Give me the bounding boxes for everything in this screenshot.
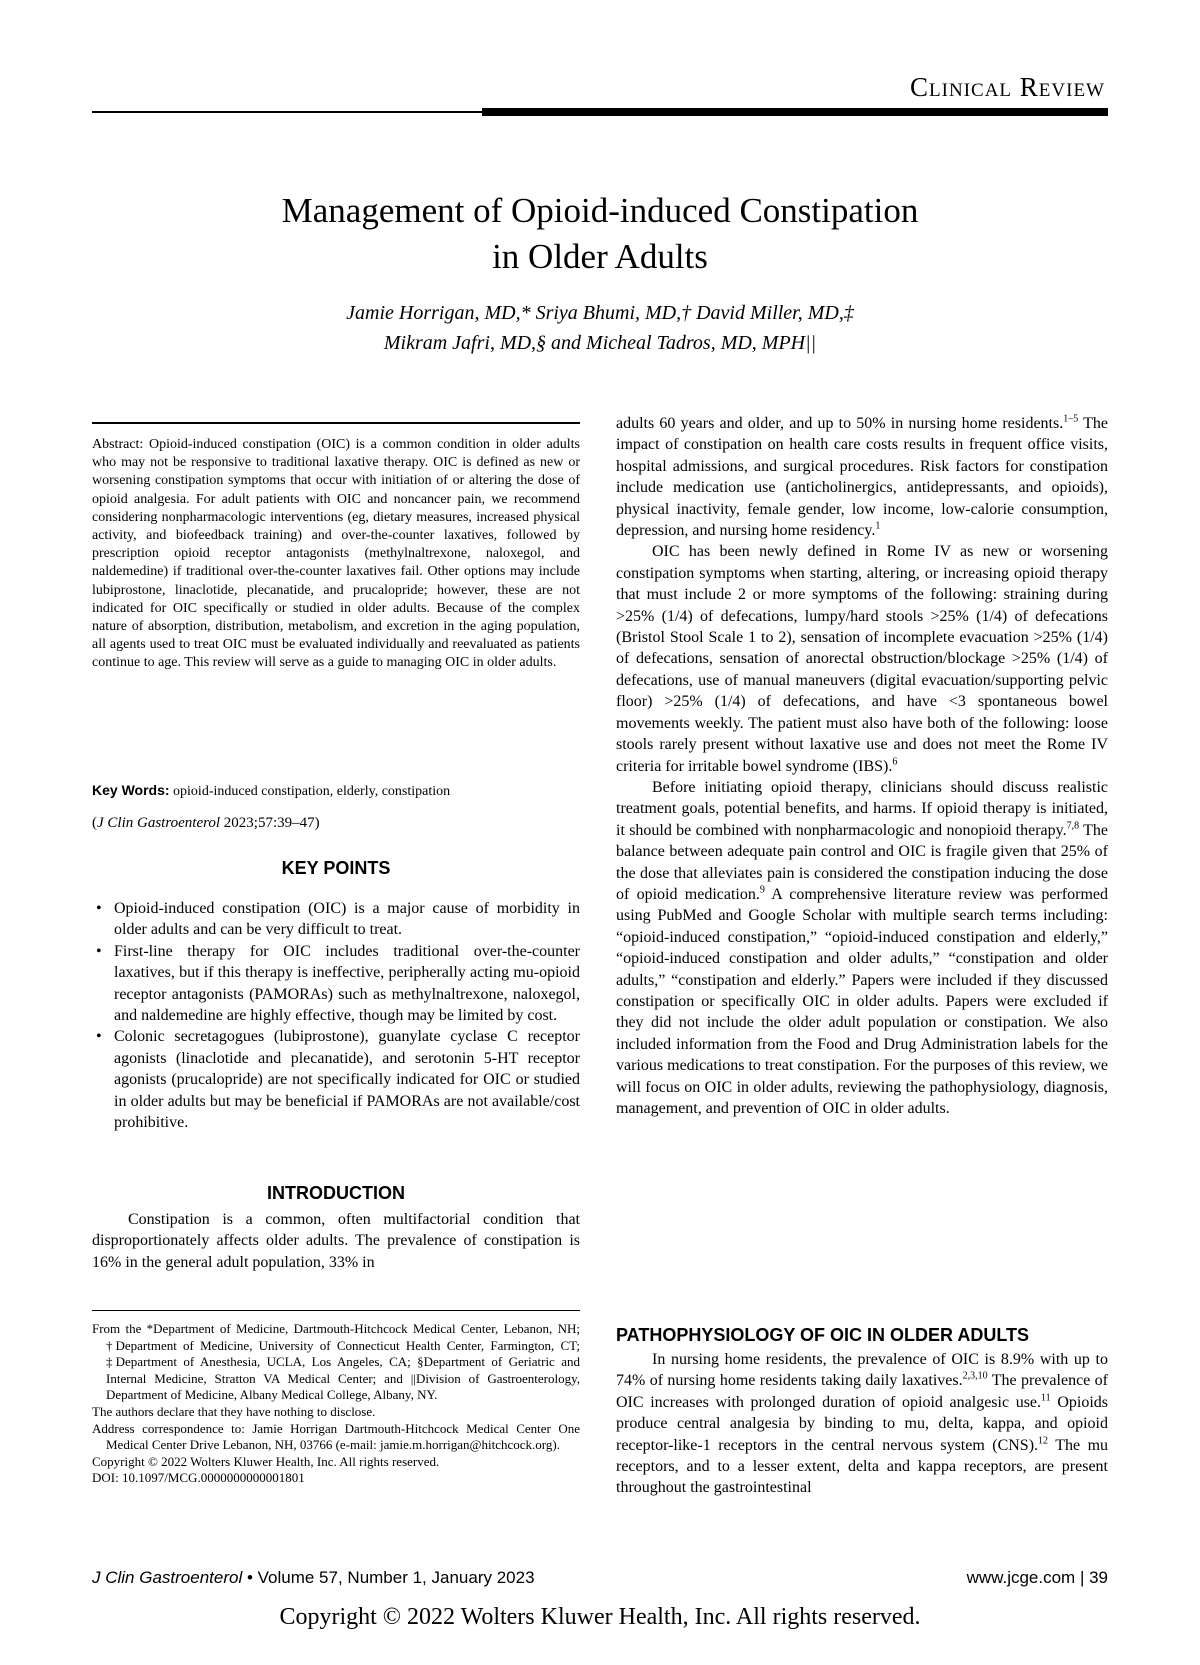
title-line-1: Management of Opioid-induced Constipation: [281, 191, 919, 230]
footnote-copyright: Copyright © 2022 Wolters Kluwer Health, Inc. All rights reserved.: [92, 1453, 440, 1469]
introduction-paragraph: Constipation is a common, often multifactorial condition that disproportionately affects older adults. The prevalence of constipation is 16% in the general adult population, 33% in: [92, 1211, 580, 1271]
abstract-top-rule: [92, 422, 580, 424]
author-list: [92, 298, 1108, 358]
keywords: [92, 781, 580, 801]
text-run: The balance between adequate pain control and OIC is fragile given that 25% of the dose that alleviates pain is considered the constipation inducing the dose of opioid medication.: [616, 821, 1108, 903]
citation-open: (: [92, 815, 97, 831]
right-column-text: [616, 413, 1108, 1119]
citation-superscript: 9: [759, 884, 765, 896]
text-run: OIC has been newly defined in Rome IV as new or worsening constipation symptoms when starting, altering, or increasing opioid therapy that must include 2 or more symptoms of the following: straining during >25% (1/4) of defecations, lumpy/hard stools >25% (1/4) of defecations (Bristol Stool Scale 1 to 2), sensation of incomplete evacuation >25% (1/4) of defecations, sensation of anorectal obstruction/blockage >25% (1/4) of defecations, use of manual maneuvers (digital evacuation/supporting pelvic floor) >25% (1/4) of defecations, and have <3 spontaneous bowel movements weekly. The patient must also have both of the following: loose stools rarely present without laxative use and does not meet the Rome IV criteria for irritable bowel syndrome (IBS).: [616, 543, 1108, 775]
introduction-text: [92, 1209, 580, 1273]
citation-details: 2023;57:39–47): [220, 815, 320, 831]
section-label: Clinical Review: [910, 72, 1105, 102]
text-run: A comprehensive literature review was performed using PubMed and Google Scholar with multiple search terms including: “opioid-induced constipation,” “opioid-induced constipation and elderly,” “opioid-induced constipation and older adults,” “constipation and older adults,” “constipation and elderly.” Papers were included if they discussed constipation or specifically OIC in older adults. Papers were excluded if they did not include the older adult population or constipation. We also included information from the Food and Drug Administration labels for the various medications to treat constipation. For the purposes of this review, we will focus on OIC in older adults, reviewing the pathophysiology, diagnosis, management, and prevention of OIC in older adults.: [616, 885, 1108, 1117]
citation-superscript: 7,8: [1066, 820, 1080, 832]
key-point-item: • First-line therapy for OIC includes traditional over-the-counter laxatives, but if this therapy is ineffective, peripherally acting mu-opioid receptor antagonists (PAMORAs) such as methylnaltrexone, naloxegol, and naldemedine are highly effective, though may be limited by cost.: [92, 941, 580, 1027]
citation-superscript: 11: [1041, 1392, 1051, 1404]
footnote-correspondence: Address correspondence to: Jamie Horrigan Dartmouth-Hitchcock Medical Center One Medical Center Drive Lebanon, NH, 03766 (e-mail: jamie.m.horrigan@hitchcock.org).: [92, 1420, 580, 1453]
footnotes: [92, 1321, 580, 1487]
key-point-item: • Colonic secretagogues (lubiprostone), guanylate cyclase C receptor agonists (linaclotide and plecanatide), and serotonin 5-HT receptor agonists (prucalopride) are not specifically indicated for OIC or studied in older adults but may be beneficial if PAMORAs are not available/cost prohibitive.: [92, 1026, 580, 1133]
footnote-affiliations: From the *Department of Medicine, Dartmouth-Hitchcock Medical Center, Lebanon, NH; †Department of Medicine, University of Connecticut Health Center, Farmington, CT; ‡Department of Anesthesia, UCLA, Los Angeles, CA; §Department of Geriatric and Internal Medicine, Stratton VA Medical Center; and ||Division of Gastroenterology, Department of Medicine, Albany Medical College, Albany, NY.: [92, 1321, 580, 1403]
pathophysiology-text: [616, 1349, 1108, 1499]
text-run: Before initiating opioid therapy, clinicians should discuss realistic treatment goals, potential benefits, and harms. If opioid therapy is initiated, it should be combined with nonpharmacologic and nonopioid therapy.: [616, 778, 1108, 839]
footer-journal-info: [92, 1568, 535, 1588]
citation-journal: J Clin Gastroenterol: [97, 815, 221, 831]
abstract-text: Opioid-induced constipation (OIC) is a common condition in older adults who may not be responsive to traditional laxative therapy. OIC is defined as new or worsening constipation symptoms that occur with initiation of or altering the dose of opioid analgesia. For adult patients with OIC and noncancer pain, we recommend considering nonpharmacologic interventions (eg, dietary measures, increased physical activity, and biofeedback training) and over-the-counter laxatives, followed by prescription opioid receptor antagonists (methylnaltrexone, naloxegol, and naldemedine) if traditional over-the-counter laxatives fail. Other options may include lubiprostone, linaclotide, plecanatide, and prucalopride; however, these are not indicated for OIC specifically or studied in older adults. Because of the complex nature of absorption, distribution, metabolism, and excretion in the aging population, all agents used to treat OIC must be evaluated individually and reevaluated as patients continue to age. This review will serve as a guide to managing OIC in older adults.: [92, 437, 580, 671]
key-points-heading: KEY POINTS: [281, 858, 391, 878]
citation-superscript: 1: [875, 520, 881, 532]
abstract-label: Abstract:: [92, 437, 144, 452]
key-points-list: [92, 898, 580, 1133]
citation-superscript: 6: [892, 756, 898, 768]
keywords-label: Key Words:: [92, 782, 170, 798]
copyright-banner: Copyright © 2022 Wolters Kluwer Health, Inc. All rights reserved.: [279, 1604, 921, 1630]
body-paragraph: [616, 1349, 1108, 1499]
text-run: The mu receptors, and to a lesser extent, delta and kappa receptors, are present throughout the gastrointestinal: [616, 1436, 1109, 1497]
text-run: adults 60 years and older, and up to 50% in nursing home residents.: [616, 415, 1064, 432]
header-rule-thick: [482, 108, 1108, 116]
title-line-2: in Older Adults: [492, 237, 708, 276]
footnote-rule: [92, 1310, 580, 1311]
body-paragraph: [616, 413, 1108, 541]
footer-issue: • Volume 57, Number 1, January 2023: [242, 1568, 535, 1587]
authors-line-1: Jamie Horrigan, MD,* Sriya Bhumi, MD,† David Miller, MD,‡: [346, 302, 854, 324]
citation: [92, 813, 580, 833]
pathophysiology-heading: PATHOPHYSIOLOGY OF OIC IN OLDER ADULTS: [616, 1325, 1030, 1345]
abstract: [92, 436, 580, 673]
text-run: In nursing home residents, the prevalence of OIC is 8.9% with up to 74% of nursing home residents taking daily laxatives.: [616, 1351, 1108, 1390]
footer-site-page: www.jcge.com | 39: [966, 1568, 1108, 1587]
key-point-item: • Opioid-induced constipation (OIC) is a major cause of morbidity in older adults and can be very difficult to treat.: [92, 898, 580, 941]
footnote-doi: DOI: 10.1097/MCG.0000000000001801: [92, 1470, 305, 1486]
footnote-disclosure: The authors declare that they have nothing to disclose.: [92, 1403, 376, 1419]
citation-superscript: 12: [1038, 1435, 1049, 1447]
text-run: The impact of constipation on health care costs results in frequent office visits, hospital admissions, and surgical procedures. Risk factors for constipation include medication use (anticholinergics, antidepressants, and opioids), physical inactivity, female gender, low income, low-calorie consumption, depression, and nursing home residency.: [616, 415, 1108, 540]
citation-superscript: 1–5: [1063, 413, 1079, 425]
citation-superscript: 2,3,10: [962, 1371, 988, 1383]
keywords-text: opioid-induced constipation, elderly, constipation: [173, 784, 451, 799]
text-run: The prevalence of OIC increases with prolonged duration of opioid analgesic use.: [616, 1372, 1108, 1411]
text-run: Opioids produce central analgesia by binding to mu, delta, kappa, and opioid receptor-like-1 receptors in the central nervous system (CNS).: [616, 1393, 1109, 1454]
body-paragraph: [616, 777, 1108, 1120]
introduction-heading: INTRODUCTION: [267, 1183, 405, 1203]
footer-journal: J Clin Gastroenterol: [92, 1568, 243, 1587]
authors-line-2: Mikram Jafri, MD,§ and Micheal Tadros, MD, MPH||: [383, 332, 817, 354]
article-title: [92, 188, 1108, 280]
body-paragraph: [616, 541, 1108, 776]
